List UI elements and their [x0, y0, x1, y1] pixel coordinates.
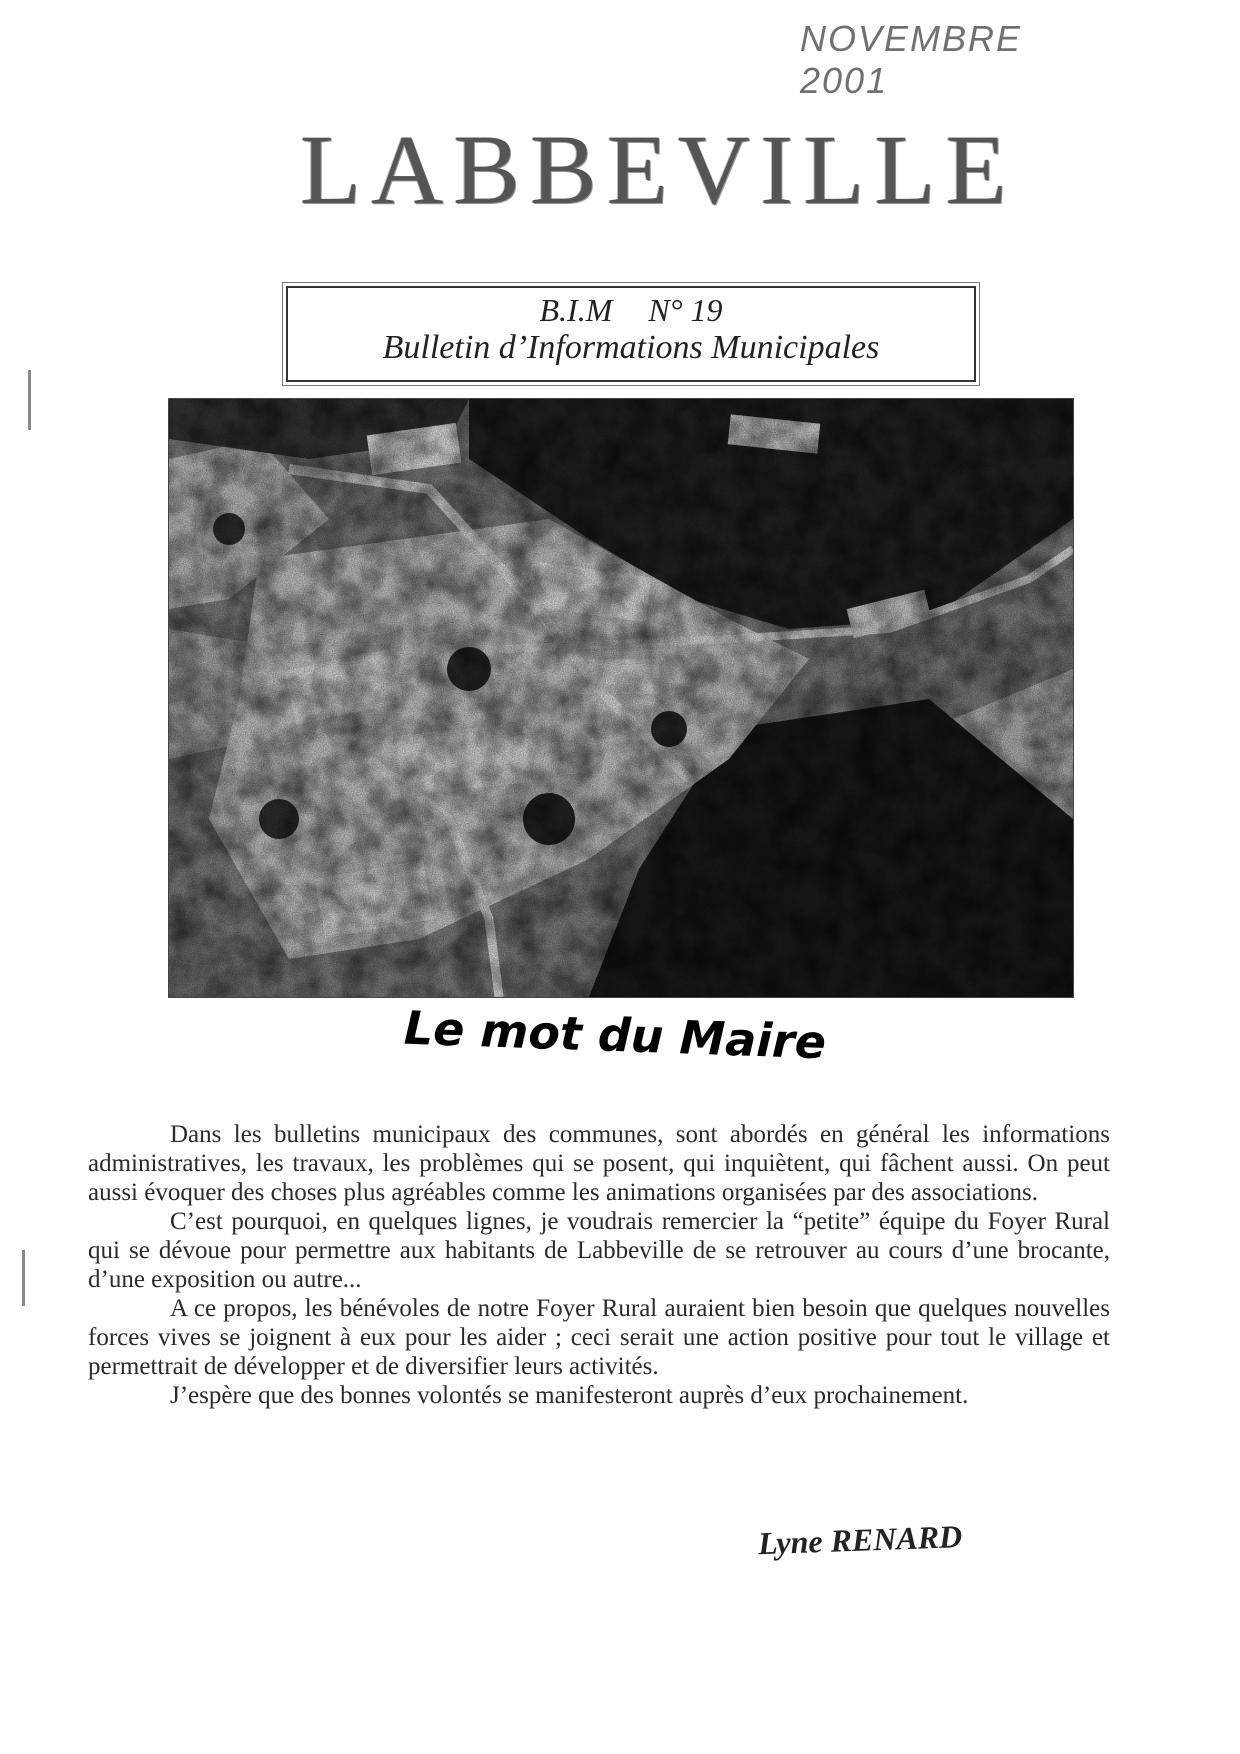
scan-artifact	[22, 1250, 25, 1306]
paragraph: A ce propos, les bénévoles de notre Foyer Rural auraient bien besoin que quelques nouvelles forces vives se joignent à eux pour les aider ; ceci serait une action positive pour tout le village et permettrait de développer et de diversifier leurs activités.	[88, 1295, 1110, 1380]
aerial-photo-illustration	[169, 399, 1073, 997]
masthead-title: LABBEVILLE	[300, 114, 1017, 225]
bulletin-issue-line	[288, 292, 974, 329]
section-heading: Le mot du Maire	[403, 1000, 827, 1070]
bulletin-abbrev: B.I.M	[539, 292, 613, 328]
paragraph: C’est pourquoi, en quelques lignes, je voudrais remercier la “petite” équipe du Foyer Rural qui se dévoue pour permettre aux habitants de Labbeville de se retrouver au cours d’une brocante, d’une exposition ou autre...	[88, 1208, 1110, 1293]
scan-artifact	[28, 370, 31, 430]
bulletin-number: N° 19	[648, 292, 723, 328]
bulletin-title-box	[286, 286, 976, 382]
paragraph: J’espère que des bonnes volontés se manifesteront auprès d’eux prochainement.	[170, 1382, 969, 1409]
paragraph: Dans les bulletins municipaux des communes, sont abordés en général les informations administratives, les travaux, les problèmes qui se posent, qui inquiètent, qui fâchent aussi. On peut aussi évoquer des choses plus agréables comme les animations organisées par des associations.	[88, 1121, 1110, 1206]
mayor-signature: Lyne RENARD	[757, 1518, 963, 1562]
aerial-village-photo	[168, 398, 1074, 998]
bulletin-full-name: Bulletin d’Informations Municipales	[382, 329, 880, 366]
issue-date: NOVEMBRE 2001	[800, 18, 1023, 101]
mayor-letter	[88, 1120, 1110, 1410]
